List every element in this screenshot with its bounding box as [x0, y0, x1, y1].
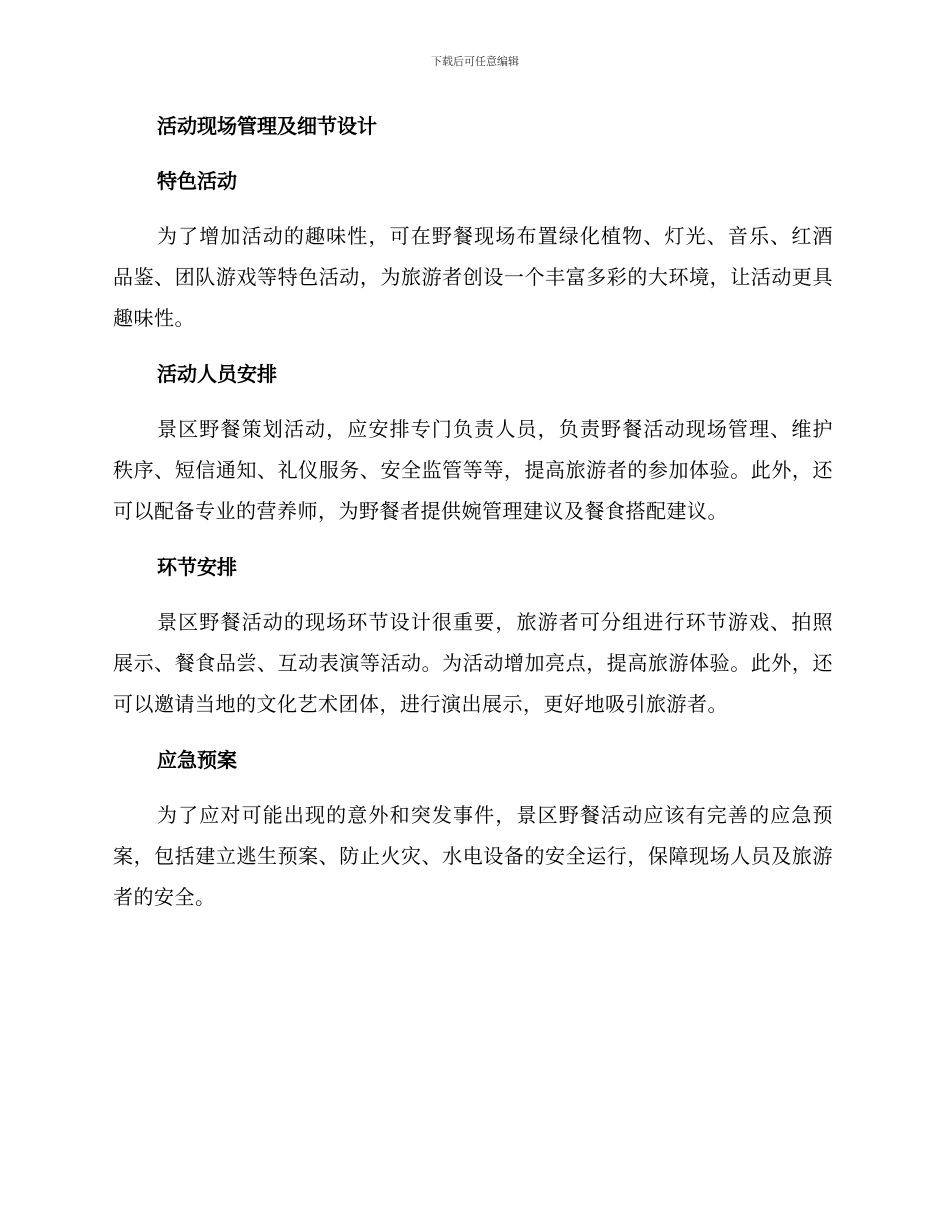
section-paragraph-staff-arrangement: 景区野餐策划活动，应安排专门负责人员，负责野餐活动现场管理、维护秩序、短信通知、礼仪服务、安全监管等等，提高旅游者的参加体验。此外，还可以配备专业的营养师，为野餐者提供婉管理建议及餐食搭配建议。 — [113, 417, 833, 523]
section-heading-staff-arrangement: 活动人员安排 — [157, 362, 277, 386]
section-paragraph-program-arrangement: 景区野餐活动的现场环节设计很重要，旅游者可分组进行环节游戏、拍照展示、餐食品尝、互动表演等活动。为活动增加亮点，提高旅游体验。此外，还可以邀请当地的文化艺术团体，进行演出展示，更好地吸引旅游者。 — [113, 610, 833, 716]
document-body — [113, 106, 833, 918]
section-heading-featured-activities: 特色活动 — [157, 169, 237, 193]
page-header: 下载后可任意编辑 — [431, 55, 519, 68]
document-title: 活动现场管理及细节设计 — [157, 114, 377, 138]
section-heading-emergency-plan: 应急预案 — [157, 748, 237, 772]
section-heading-program-arrangement: 环节安排 — [157, 555, 237, 579]
section-paragraph-featured-activities: 为了增加活动的趣味性，可在野餐现场布置绿化植物、灯光、音乐、红酒品鉴、团队游戏等特色活动，为旅游者创设一个丰富多彩的大环境，让活动更具趣味性。 — [113, 224, 833, 330]
section-paragraph-emergency-plan: 为了应对可能出现的意外和突发事件，景区野餐活动应该有完善的应急预案，包括建立逃生预案、防止火灾、水电设备的安全运行，保障现场人员及旅游者的安全。 — [113, 803, 833, 909]
